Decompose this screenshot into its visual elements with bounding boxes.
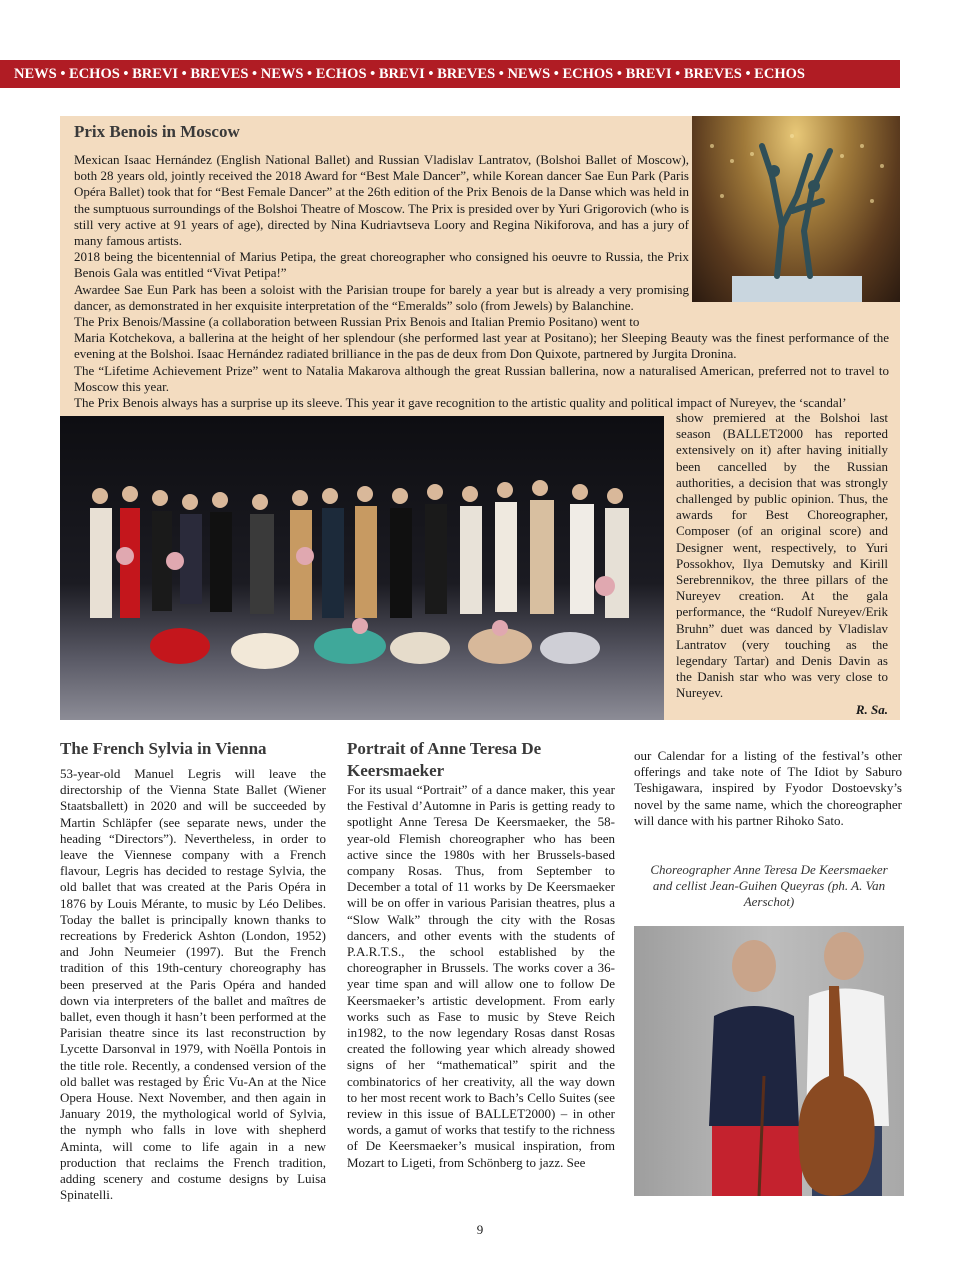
feature-title: Prix Benois in Moscow (74, 122, 240, 141)
feature-paragraph: The Prix Benois always has a surprise up its sleeve. This year it gave recognition to the artistic quality and political impact of Nureyev, the ‘scandal’ (74, 395, 847, 411)
feature-paragraph: Maria Kotchekova, a ballerina at the height of her splendour (she performed last year at Positano); her Sleeping Beauty was the finest performance of the evening at the Bolshoi. Isaac Hernández radiated brilliance in the pas de deux from Don Quixote, partnered by Jurgita Dronina. (74, 330, 889, 362)
gala-group-photo (60, 416, 664, 720)
portrait-text: For its usual “Portrait” of a dance maker, this year the Festival d’Automne in Paris is getting ready to spotlight Anne Teresa De Keersmaeker, the 58-year-old Flemish choreographer who has been active since the 1980s with her Brussels-based company Rosas. Thus, from September to December a total of 11 works by De Keersmaeker will be on offer in various Parisian theatres, plus a “Slow Walk” through the city with the Rosas dancers, and other events with the students of P.A.R.T.S., the school established by the choreographer in Brussels. The works cover a 36-year time span and will allow one to follow De Keersmaeker’s artistic development. From early works such as Fase to music by Steve Reich in1982, to the now legendary Rosas danst Rosas created the following year which already showed signs of her “mathematical” spirit and the combinatorics of her creativity, all the way down to her most recent work to Bach’s Cello Suites (see review in this issue of BALLET2000) – in other words, a gamut of works that testify to the richness of De Keersmaeker’s musical inspiration, from Mozart to Ligeti, from Schönberg to jazz. See (347, 782, 615, 1170)
portrait-body (347, 782, 615, 1171)
feature-paragraph: 2018 being the bicentennial of Marius Petipa, the great choreographer who consigned his oeuvre to Russia, the Prix Benois Gala was entitled “Vivat Petipa!” (74, 249, 689, 281)
choreographer-cellist-photo (634, 926, 904, 1196)
feature-paragraph: Awardee Sae Eun Park has been a soloist with the Parisian troupe for barely a year but is already a very promising dancer, as demonstrated in her exquisite interpretation of the “Emeralds” solo (from Jewels) by Balanchine. (74, 281, 689, 313)
photo-caption: Choreographer Anne Teresa De Keersmaeker and cellist Jean-Guihen Queyras (ph. A. Van Aerschot) (650, 862, 888, 909)
sylvia-body (60, 766, 326, 1203)
portrait-title: Portrait of Anne Teresa De Keersmaeker (347, 739, 542, 780)
portrait-continuation (634, 748, 902, 829)
feature-paragraph: The “Lifetime Achievement Prize” went to Natalia Makarova although the great Russian ballerina, now a naturalised American, preferred not to travel to Moscow this year. (74, 362, 889, 394)
feature-continuation (676, 410, 888, 718)
feature-paragraph: Mexican Isaac Hernández (English National Ballet) and Russian Vladislav Lantratov, (Bolshoi Ballet of Moscow), both 28 years old, jointly received the 2018 Award for “Best Male Dancer”, while Korean dancer Sae Eun Park (Paris Opéra Ballet) took that for “Best Female Dancer” at the 26th edition of the Prix Benois de la Danse which was held in the sumptuous surroundings of the Bolshoi Theatre of Moscow. The Prix is presided over by Yuri Grigorovich (who is still very active at 91 years of age), directed by Nina Kudriavtseva Loory and Regina Nikiforova, and has a jury of many famous artists. (74, 152, 689, 249)
portrait-continuation-text: our Calendar for a listing of the festival’s other offerings and take note of The Idiot by Saburo Teshigawara, inspired by Fyodor Dostoevsky’s novel by the same name, which the choreographer will dance with his partner Rihoko Sato. (634, 748, 902, 828)
sylvia-text: 53-year-old Manuel Legris will leave the directorship of the Vienna State Ballet (Wiener Staatsballett) in 2020 and will be succeeded by Martin Schläpfer (see separate news, under the heading “Directors”). Nevertheless, in order to leave the Viennese company with a French flavour, Legris has decided to restage Sylvia, the old ballet that was created at the Paris Opéra in 1876 by Louis Mérante, to music by Léo Delibes. Today the ballet is principally known thanks to recreations by Frederick Ashton (London, 1952) and John Neumeier (1997). But the French tradition of this 19th-century choreography has been preserved at the Paris Opéra and handed down via interpreters of the ballet and maîtres de ballet, even though it hasn’t been performed at the Parisian theatre since its last reconstruction by Lycette Darsonval in 1979, with Noëlla Pontois in the title role. Recently, a condensed version of the old ballet was restaged by Éric Vu-An at the Nice Opera House. Next November, and then again in January 2019, the mythological world of Sylvia, the nymph who falls in love with shepherd Aminta, will come to life again in a new production that reclaims the French tradition, adding scenery and costume designs by Luisa Spinatelli. (60, 766, 326, 1203)
section-banner: NEWS • ECHOS • BREVI • BREVES • NEWS • ECHOS • BREVI • BREVES • NEWS • ECHOS • BREVI • BREVES • ECHOS (0, 60, 900, 88)
feature-body (74, 152, 889, 411)
author-signature: R. Sa. (855, 701, 888, 717)
feature-paragraph: The Prix Benois/Massine (a collaboration between Russian Prix Benois and Italian Premio Positano) went to (74, 314, 640, 330)
feature-continuation-text: show premiered at the Bolshoi last season (BALLET2000 has reported extensively on it) after having initially been cancelled by the Russian authorities, a decision that was strongly challenged by public opinion. Thus, the awards for Best Choreographer, Composer (of an original score) and Designer went, respectively, to Yuri Possokhov, Ilya Demutsky and Kirill Serebrennikov, the three pillars of the Nureyev creation. At the gala performance, the “Rudolf Nureyev/Erik Bruhn” duet was danced by Vladislav Lantratov (very touching as the legendary Tartar) and Denis Davin as the Danish star who was very close to Nureyev. (676, 410, 888, 701)
sylvia-title: The French Sylvia in Vienna (60, 739, 267, 758)
page-number: 9 (476, 1222, 484, 1237)
